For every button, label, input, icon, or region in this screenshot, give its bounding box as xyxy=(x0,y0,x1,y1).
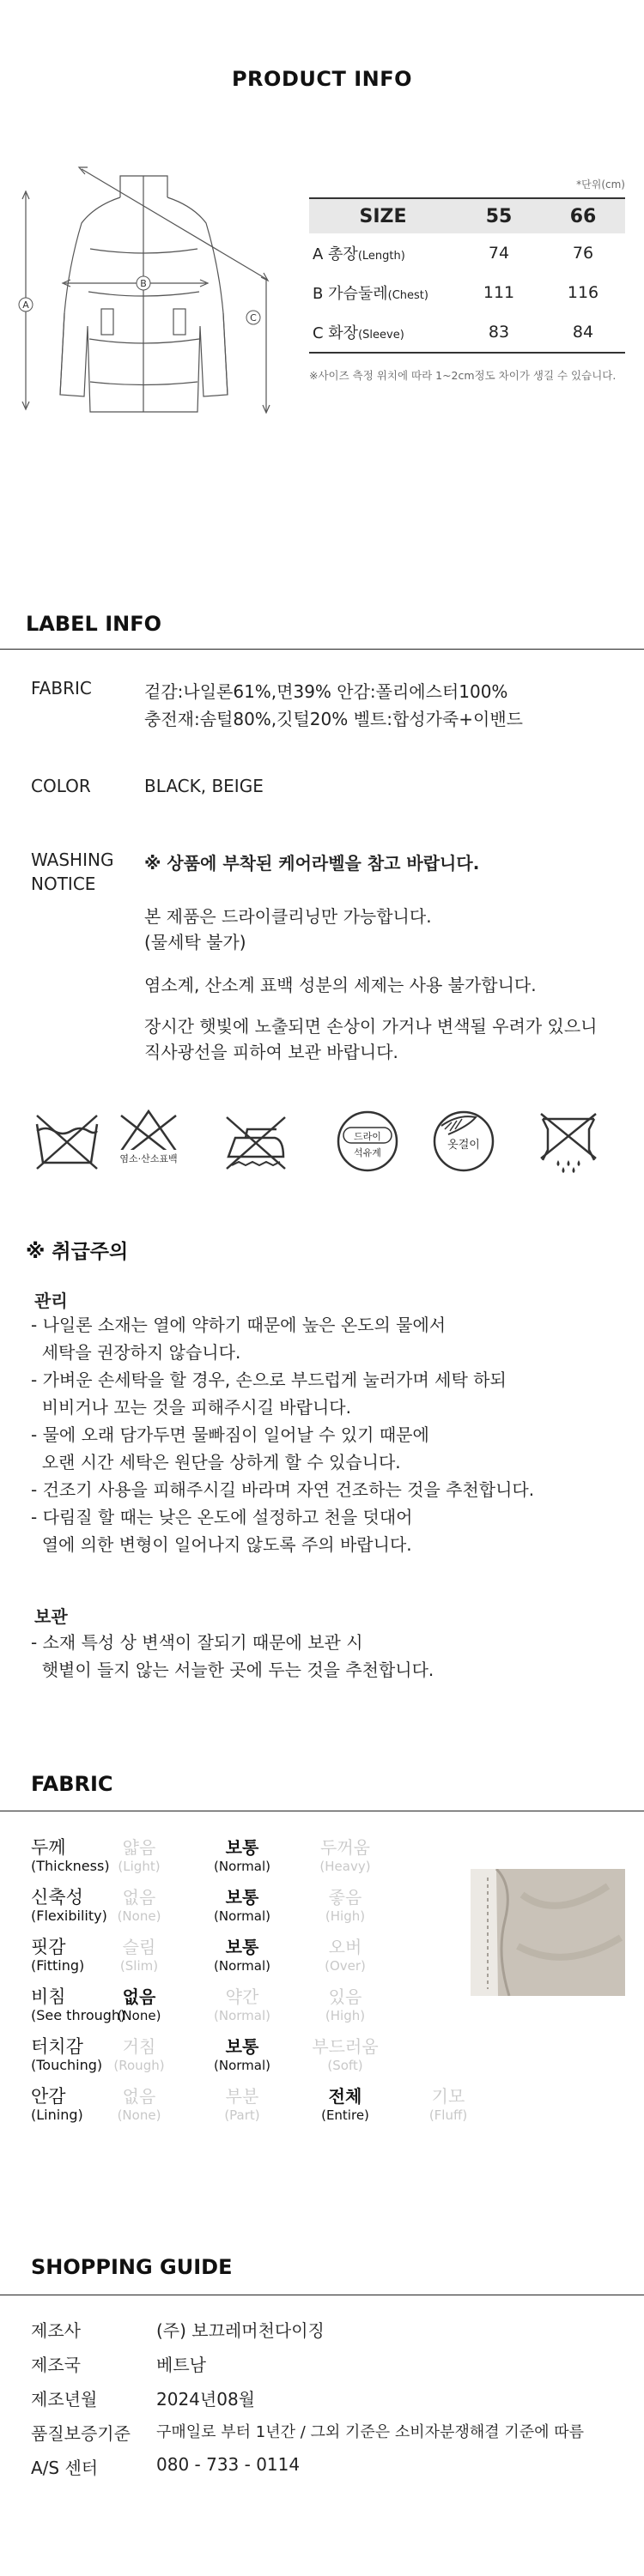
guide-label: 품질보증기준 xyxy=(31,2423,131,2444)
fabric-option: 보통 (Normal) xyxy=(214,1937,270,1974)
size-footnote: ※사이즈 측정 위치에 따라 1~2cm정도 차이가 생길 수 있습니다. xyxy=(309,369,617,382)
storage-title: 보관 xyxy=(34,1606,68,1627)
fabric-option: 있음 (High) xyxy=(325,1986,366,2023)
fabric-option: 없음 (None) xyxy=(117,2086,161,2123)
fabric-option: 부분 (Part) xyxy=(224,2086,260,2123)
guide-value: 2024년08월 xyxy=(156,2389,255,2410)
table-row: A 총장(Length) 74 76 xyxy=(313,244,594,263)
product-info-title: PRODUCT INFO xyxy=(231,67,413,91)
table-row: B 가슴둘레(Chest) 111 116 xyxy=(313,283,599,303)
fabric-line-1: 겉감:나일론61%,면39% 안감:폴리에스터100% xyxy=(144,681,508,702)
guide-label: 제조년월 xyxy=(31,2389,98,2410)
wash-line: 직사광선을 피하여 보관 바랍니다. xyxy=(144,1042,398,1062)
fabric-row-label: 신축성 (Flexibility) xyxy=(31,1887,107,1924)
fabric-option: 얇음 (Light) xyxy=(118,1837,161,1874)
fabric-row-label: 안감 (Lining) xyxy=(31,2086,83,2123)
no-tumble-dry-icon xyxy=(534,1107,603,1176)
divider xyxy=(0,649,644,650)
guide-value: (주) 보끄레머천다이징 xyxy=(156,2320,325,2341)
no-iron-icon xyxy=(222,1107,290,1176)
manage-list: - 나일론 소재는 열에 약하기 때문에 높은 온도의 물에서 세탁을 권장하지 않습니다. - 가벼운 손세탁을 할 경우, 손으로 부드럽게 눌러가며 세탁 하되 비비거나 꼬는 것을 피해주시길 바랍니다. - 물에 오래 담가두면 물빠짐이 일어날 수 있기 때문에 오랜 시간 세탁은 원단을 상하게 할 수 있습니다. - 건조기 사용을 피해주시길 바라며 자연 건조하는 것을 추천합니다. - 다림질 할 때는 낮은 온도에 설정하고 천을 덧대어 열에 의한 변형이 일어나지 않도록 주의 바랍니다. xyxy=(31,1315,535,1555)
bleach-text: 염소·산소표백 xyxy=(119,1153,178,1164)
wash-line: (물세탁 불가) xyxy=(144,932,246,952)
color-label: COLOR xyxy=(31,776,91,796)
guide-value: 베트남 xyxy=(156,2355,206,2375)
fabric-option: 두꺼움 (Heavy) xyxy=(319,1837,371,1874)
fabric-option: 슬림 (Slim) xyxy=(119,1937,159,1974)
guide-value: 구매일로 부터 1년간 / 그외 기준은 소비자분쟁해결 기준에 따름 xyxy=(156,2423,584,2441)
size-header: SIZE xyxy=(309,198,457,233)
no-bleach-icon xyxy=(114,1107,183,1176)
label-info-title: LABEL INFO xyxy=(26,612,162,636)
fabric-option: 기모 (Fluff) xyxy=(428,2086,468,2123)
fabric-option: 약간 (Normal) xyxy=(214,1986,270,2023)
jacket-diagram xyxy=(17,163,292,420)
unit-note: *단위(cm) xyxy=(576,178,625,190)
color-value: BLACK, BEIGE xyxy=(144,776,264,796)
fabric-option: 오버 (Over) xyxy=(325,1937,366,1974)
wash-line: 장시간 햇빛에 노출되면 손상이 가거나 변색될 우려가 있으니 xyxy=(144,1016,598,1037)
caution-title: ※ 취급주의 xyxy=(26,1241,129,1263)
fabric-option: 거침 (Rough) xyxy=(113,2036,165,2073)
fabric-row-label: 핏감 (Fitting) xyxy=(31,1937,85,1974)
washing-label: WASHING xyxy=(31,850,114,870)
fabric-option: 보통 (Normal) xyxy=(214,1837,270,1874)
guide-label: 제조국 xyxy=(31,2355,81,2375)
no-water-wash-icon xyxy=(33,1107,101,1176)
fabric-swatch xyxy=(471,1869,625,1996)
fabric-row-label: 터치감 (Touching) xyxy=(31,2036,103,2073)
size-66-header: 66 xyxy=(541,198,625,233)
fabric-option: 없음 (None) xyxy=(117,1887,161,1924)
diagram-label-c: C xyxy=(250,312,257,324)
wash-line: 염소계, 산소계 표백 성분의 세제는 사용 불가합니다. xyxy=(144,975,537,995)
dry-clean-icon xyxy=(333,1107,402,1176)
fabric-line-2: 충전재:솜털80%,깃털20% 벨트:합성가죽+이밴드 xyxy=(144,709,523,729)
storage-list: - 소재 특성 상 변색이 잘되기 때문에 보관 시 햇볕이 들지 않는 서늘한 곳에 두는 것을 추천합니다. xyxy=(31,1632,434,1680)
fabric-option: 좋음 (High) xyxy=(325,1887,366,1924)
fabric-option: 없음 (None) xyxy=(117,1986,161,2023)
notice-label: NOTICE xyxy=(31,874,96,894)
fabric-option: 부드러움 (Soft) xyxy=(312,2036,379,2073)
diagram-label-a: A xyxy=(22,299,29,311)
diagram-label-b: B xyxy=(140,278,147,289)
guide-label: 제조사 xyxy=(31,2320,81,2341)
fabric-option: 보통 (Normal) xyxy=(214,2036,270,2073)
table-row: C 화장(Sleeve) 83 84 xyxy=(309,312,625,353)
dry-bottom-text: 석유계 xyxy=(354,1147,381,1158)
fabric-label: FABRIC xyxy=(31,678,92,698)
wash-line: ※ 상품에 부착된 케어라벨을 참고 바랍니다. xyxy=(144,853,480,874)
fabric-option: 전체 (Entire) xyxy=(321,2086,369,2123)
manage-title: 관리 xyxy=(34,1291,68,1311)
hanger-text: 옷걸이 xyxy=(447,1139,480,1152)
guide-label: A/S 센터 xyxy=(31,2458,99,2478)
shopping-guide-title: SHOPPING GUIDE xyxy=(31,2255,233,2279)
fabric-row-label: 두께 (Thickness) xyxy=(31,1837,110,1874)
size-table xyxy=(309,197,625,354)
fabric-title: FABRIC xyxy=(31,1772,113,1796)
fabric-option: 보통 (Normal) xyxy=(214,1887,270,1924)
size-55-header: 55 xyxy=(457,198,541,233)
fabric-row-label: 비침 (See through) xyxy=(31,1986,126,2023)
hanger-dry-icon xyxy=(429,1107,498,1176)
wash-line: 본 제품은 드라이클리닝만 가능합니다. xyxy=(144,906,432,927)
guide-value: 080 - 733 - 0114 xyxy=(156,2454,301,2475)
dry-top-text: 드라이 xyxy=(354,1131,381,1142)
